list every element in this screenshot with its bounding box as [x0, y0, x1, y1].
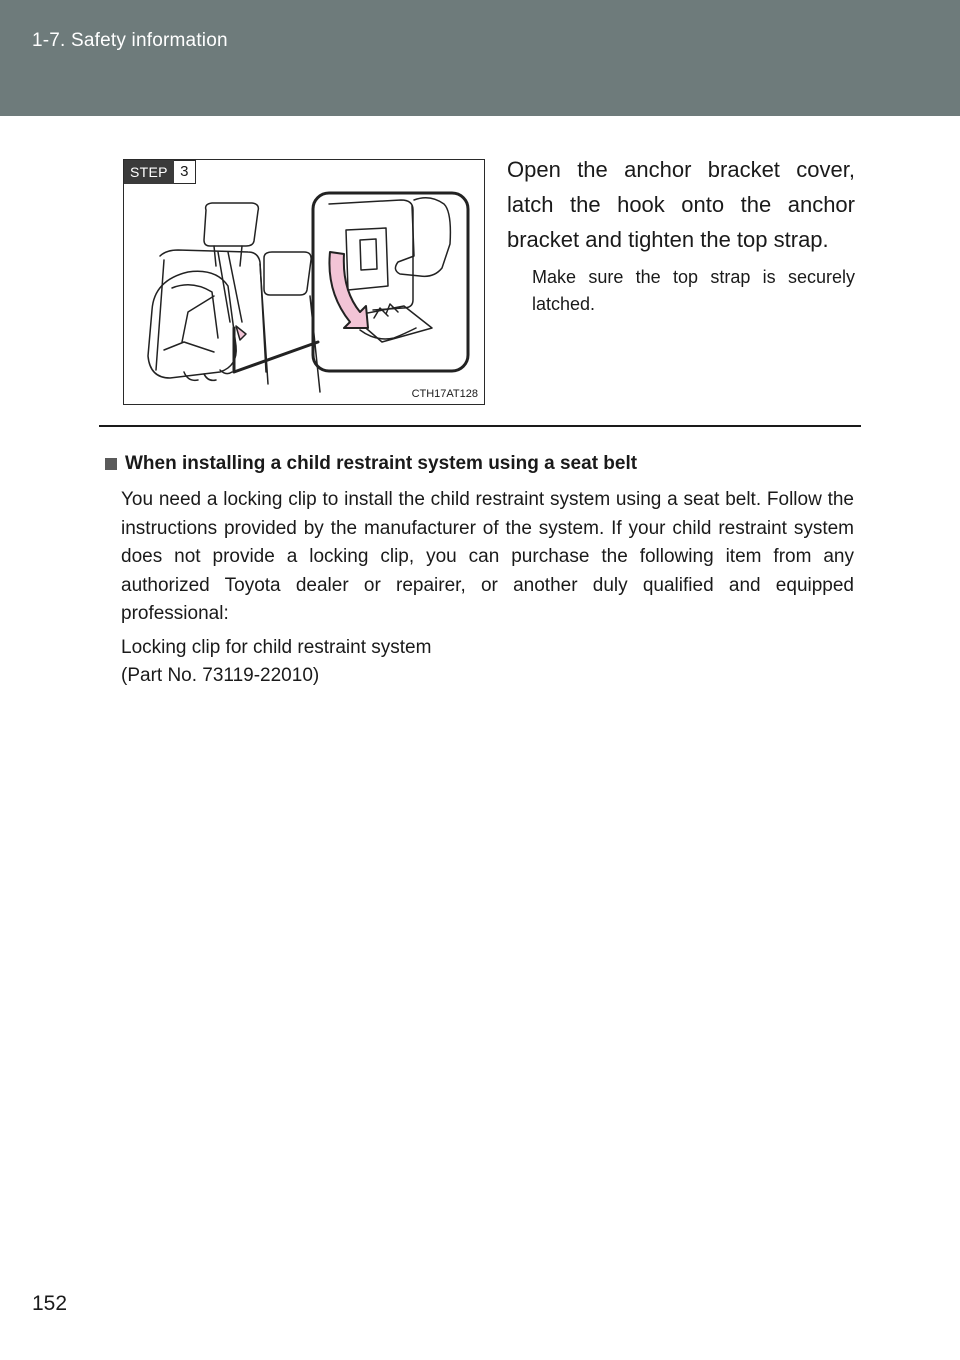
square-bullet-icon [105, 458, 117, 470]
step-instruction: Open the anchor bracket cover, latch the hook onto the anchor bracket and tighten the top strap. [507, 157, 855, 252]
part-name: Locking clip for child restraint system [121, 637, 432, 658]
part-info [121, 634, 621, 690]
section-heading-text: When installing a child restraint system using a seat belt [125, 453, 638, 474]
section-title: 1-7. Safety information [32, 30, 228, 51]
figure-code: CTH17AT128 [411, 388, 478, 400]
page-number: 152 [32, 1292, 68, 1315]
part-number: (Part No. 73119-22010) [121, 665, 320, 686]
step-number: 3 [174, 160, 196, 184]
section-paragraph: You need a locking clip to install the child restraint system using a seat belt. Follow the instructions provided by the manufacturer of the system. If your child restraint system does not provide a locking clip, you can purchase the following item from any authorized Toyota dealer or repairer, or another duly qualified and equipped professional: [121, 489, 854, 625]
step-badge [124, 160, 196, 184]
section-divider [99, 425, 861, 427]
header-band [0, 0, 960, 116]
section-heading [105, 453, 637, 475]
step-label: STEP [124, 160, 174, 184]
anchor-bracket-illustration [124, 160, 485, 405]
step-note: Make sure the top strap is securely latched. [532, 267, 855, 314]
illustration-figure [123, 159, 485, 405]
